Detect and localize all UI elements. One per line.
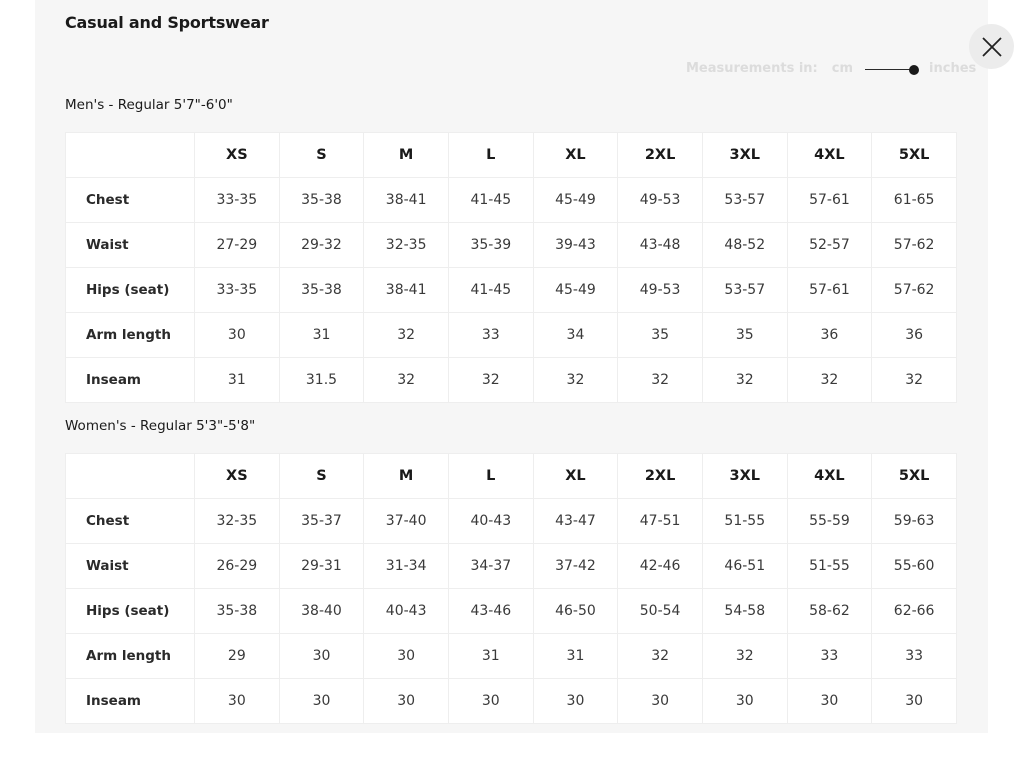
- size-value-cell: 30: [195, 313, 280, 358]
- row-label: Chest: [66, 178, 195, 223]
- men-size-table: [65, 132, 957, 403]
- size-header: XS: [195, 133, 280, 178]
- size-value-cell: 32: [618, 358, 703, 403]
- size-value-cell: 30: [279, 679, 364, 724]
- header-blank-cell: [66, 133, 195, 178]
- size-header: 2XL: [618, 454, 703, 499]
- size-value-cell: 30: [533, 679, 618, 724]
- size-value-cell: 57-62: [872, 223, 957, 268]
- measurements-label: Measurements in:: [686, 60, 818, 76]
- unit-option-cm[interactable]: cm: [831, 60, 854, 76]
- size-value-cell: 31: [195, 358, 280, 403]
- size-value-cell: 33: [872, 634, 957, 679]
- size-value-cell: 30: [364, 634, 449, 679]
- size-value-cell: 30: [448, 679, 533, 724]
- size-value-cell: 51-55: [702, 499, 787, 544]
- size-value-cell: 37-42: [533, 544, 618, 589]
- size-value-cell: 33-35: [195, 178, 280, 223]
- size-value-cell: 32: [618, 634, 703, 679]
- table-row: [66, 589, 957, 634]
- table-row: [66, 499, 957, 544]
- table-row: [66, 634, 957, 679]
- table-row: [66, 544, 957, 589]
- size-value-cell: 33: [448, 313, 533, 358]
- size-value-cell: 30: [702, 679, 787, 724]
- size-value-cell: 38-40: [279, 589, 364, 634]
- row-label: Inseam: [66, 358, 195, 403]
- size-value-cell: 46-51: [702, 544, 787, 589]
- measurement-units: [686, 58, 976, 78]
- size-value-cell: 36: [787, 313, 872, 358]
- size-value-cell: 26-29: [195, 544, 280, 589]
- size-header: 3XL: [702, 133, 787, 178]
- size-value-cell: 50-54: [618, 589, 703, 634]
- size-value-cell: 34-37: [448, 544, 533, 589]
- size-value-cell: 38-41: [364, 178, 449, 223]
- size-value-cell: 45-49: [533, 178, 618, 223]
- size-value-cell: 53-57: [702, 178, 787, 223]
- size-value-cell: 31: [279, 313, 364, 358]
- size-value-cell: 30: [872, 679, 957, 724]
- size-value-cell: 57-61: [787, 268, 872, 313]
- size-header: L: [448, 133, 533, 178]
- size-value-cell: 35-38: [279, 178, 364, 223]
- size-value-cell: 57-62: [872, 268, 957, 313]
- men-section-title: Men's - Regular 5'7"-6'0": [65, 97, 233, 113]
- size-value-cell: 48-52: [702, 223, 787, 268]
- size-value-cell: 32: [364, 358, 449, 403]
- size-header: XS: [195, 454, 280, 499]
- size-value-cell: 34: [533, 313, 618, 358]
- size-value-cell: 59-63: [872, 499, 957, 544]
- size-value-cell: 35: [618, 313, 703, 358]
- size-value-cell: 42-46: [618, 544, 703, 589]
- size-header: M: [364, 454, 449, 499]
- size-value-cell: 45-49: [533, 268, 618, 313]
- row-label: Arm length: [66, 634, 195, 679]
- row-label: Hips (seat): [66, 589, 195, 634]
- size-value-cell: 36: [872, 313, 957, 358]
- size-header: 3XL: [702, 454, 787, 499]
- size-value-cell: 29-31: [279, 544, 364, 589]
- size-value-cell: 31: [448, 634, 533, 679]
- size-value-cell: 27-29: [195, 223, 280, 268]
- size-value-cell: 30: [787, 679, 872, 724]
- row-label: Waist: [66, 544, 195, 589]
- unit-option-inches[interactable]: inches: [929, 60, 977, 76]
- size-value-cell: 30: [364, 679, 449, 724]
- size-header: M: [364, 133, 449, 178]
- size-value-cell: 29-32: [279, 223, 364, 268]
- page-title: Casual and Sportswear: [65, 13, 269, 32]
- size-value-cell: 57-61: [787, 178, 872, 223]
- table-row: [66, 679, 957, 724]
- size-value-cell: 31: [533, 634, 618, 679]
- toggle-knob: [909, 65, 919, 75]
- table-header-row: [66, 133, 957, 178]
- size-value-cell: 55-60: [872, 544, 957, 589]
- size-value-cell: 33: [787, 634, 872, 679]
- size-value-cell: 62-66: [872, 589, 957, 634]
- size-value-cell: 31.5: [279, 358, 364, 403]
- size-value-cell: 43-48: [618, 223, 703, 268]
- size-value-cell: 49-53: [618, 268, 703, 313]
- women-section-title: Women's - Regular 5'3"-5'8": [65, 418, 256, 434]
- size-header: S: [279, 133, 364, 178]
- row-label: Arm length: [66, 313, 195, 358]
- size-value-cell: 35-38: [279, 268, 364, 313]
- size-value-cell: 61-65: [872, 178, 957, 223]
- size-value-cell: 32: [702, 634, 787, 679]
- size-value-cell: 55-59: [787, 499, 872, 544]
- size-value-cell: 35-37: [279, 499, 364, 544]
- size-value-cell: 46-50: [533, 589, 618, 634]
- size-value-cell: 47-51: [618, 499, 703, 544]
- size-value-cell: 35-39: [448, 223, 533, 268]
- size-value-cell: 38-41: [364, 268, 449, 313]
- size-value-cell: 54-58: [702, 589, 787, 634]
- size-header: L: [448, 454, 533, 499]
- size-value-cell: 40-43: [364, 589, 449, 634]
- size-value-cell: 39-43: [533, 223, 618, 268]
- table-row: [66, 223, 957, 268]
- size-value-cell: 35: [702, 313, 787, 358]
- table-row: [66, 268, 957, 313]
- size-value-cell: 51-55: [787, 544, 872, 589]
- size-value-cell: 52-57: [787, 223, 872, 268]
- close-icon: [981, 36, 1003, 58]
- size-header: 4XL: [787, 133, 872, 178]
- women-size-table: [65, 453, 957, 724]
- row-label: Inseam: [66, 679, 195, 724]
- size-value-cell: 49-53: [618, 178, 703, 223]
- size-header: S: [279, 454, 364, 499]
- size-value-cell: 32: [364, 313, 449, 358]
- size-value-cell: 32: [872, 358, 957, 403]
- size-value-cell: 35-38: [195, 589, 280, 634]
- size-header: 5XL: [872, 133, 957, 178]
- size-value-cell: 32-35: [364, 223, 449, 268]
- size-value-cell: 32-35: [195, 499, 280, 544]
- header-blank-cell: [66, 454, 195, 499]
- row-label: Waist: [66, 223, 195, 268]
- row-label: Hips (seat): [66, 268, 195, 313]
- size-value-cell: 30: [618, 679, 703, 724]
- size-value-cell: 30: [279, 634, 364, 679]
- size-header: XL: [533, 454, 618, 499]
- size-value-cell: 32: [702, 358, 787, 403]
- size-value-cell: 41-45: [448, 178, 533, 223]
- size-value-cell: 32: [533, 358, 618, 403]
- size-header: 5XL: [872, 454, 957, 499]
- table-header-row: [66, 454, 957, 499]
- size-value-cell: 58-62: [787, 589, 872, 634]
- size-value-cell: 33-35: [195, 268, 280, 313]
- size-value-cell: 43-47: [533, 499, 618, 544]
- size-value-cell: 29: [195, 634, 280, 679]
- table-row: [66, 313, 957, 358]
- size-value-cell: 53-57: [702, 268, 787, 313]
- size-value-cell: 40-43: [448, 499, 533, 544]
- size-value-cell: 43-46: [448, 589, 533, 634]
- size-value-cell: 31-34: [364, 544, 449, 589]
- size-header: 4XL: [787, 454, 872, 499]
- size-header: 2XL: [618, 133, 703, 178]
- toggle-track: [865, 69, 915, 70]
- unit-toggle[interactable]: [865, 58, 919, 78]
- row-label: Chest: [66, 499, 195, 544]
- size-value-cell: 37-40: [364, 499, 449, 544]
- size-header: XL: [533, 133, 618, 178]
- size-value-cell: 41-45: [448, 268, 533, 313]
- size-value-cell: 32: [448, 358, 533, 403]
- size-value-cell: 32: [787, 358, 872, 403]
- size-value-cell: 30: [195, 679, 280, 724]
- table-row: [66, 178, 957, 223]
- table-row: [66, 358, 957, 403]
